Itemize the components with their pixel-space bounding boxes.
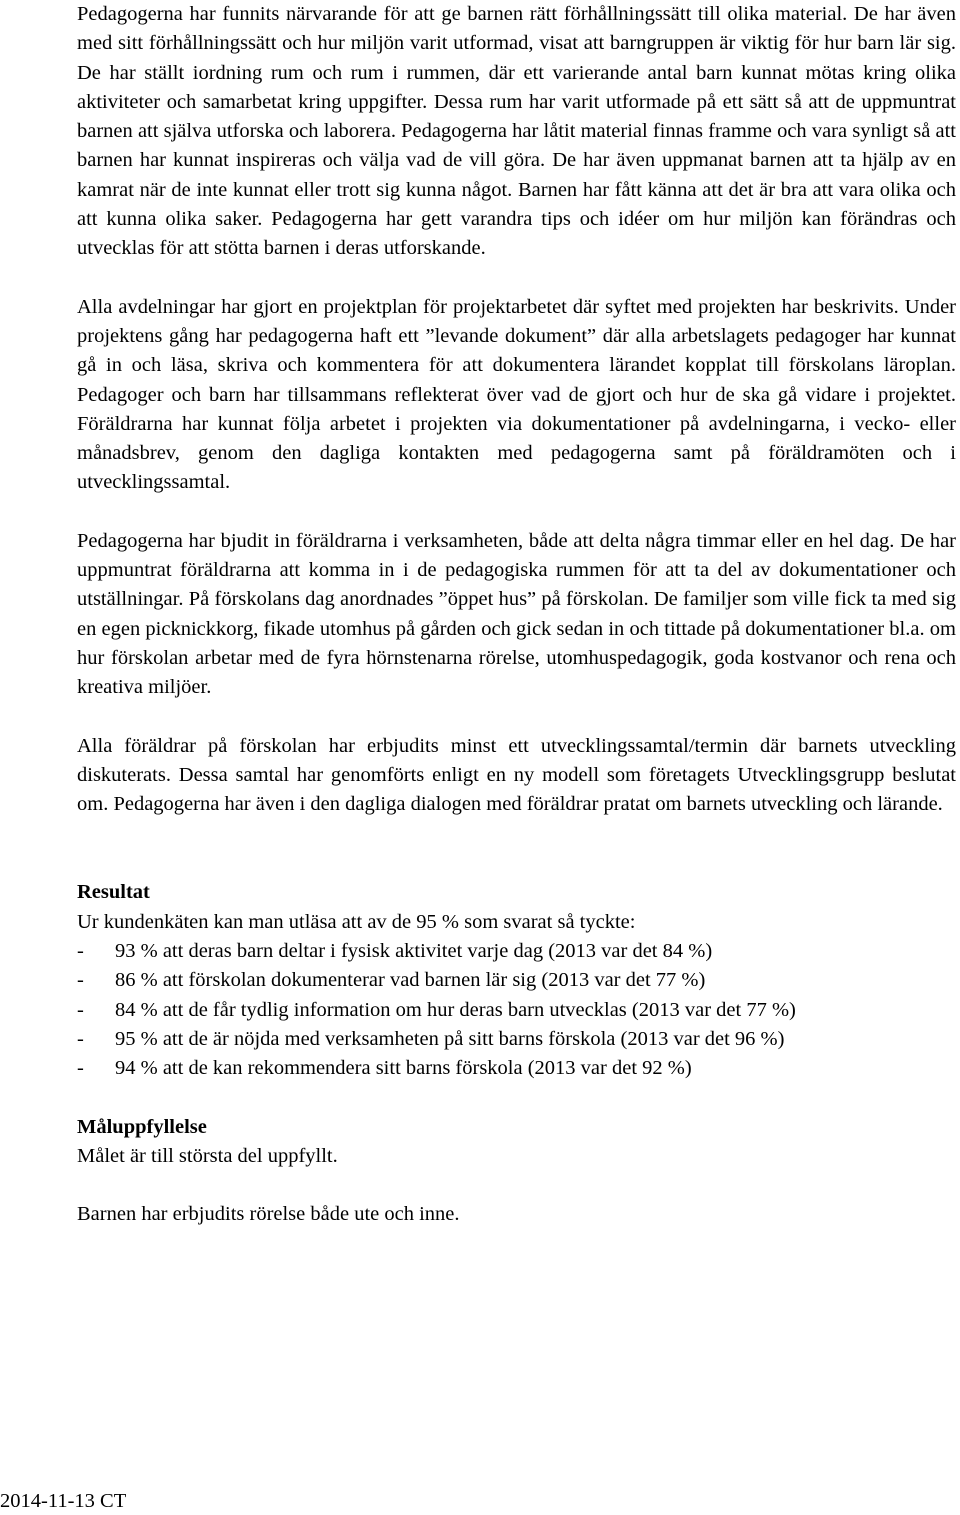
page-footer-date: 2014-11-13 CT bbox=[0, 1490, 127, 1512]
list-item bbox=[77, 937, 956, 966]
resultat-intro: Ur kundenkäten kan man utläsa att av de 95 % som svarat så tyckte: bbox=[77, 910, 636, 933]
dash-bullet: - bbox=[77, 1027, 84, 1050]
paragraph-development-talks: Alla föräldrar på förskolan har erbjudits minst ett utvecklingssamtal/termin där barnets utveckling diskuterats. Dessa samtal har genomförts enligt en ny modell som företagets Utvecklingsgrupp beslutat om. Pedagogerna har även i den dagliga dialogen med föräldrar pratat om barnets utveckling och lärande. bbox=[77, 734, 956, 816]
paragraph-parents-invited: Pedagogerna har bjudit in föräldrarna i verksamheten, både att delta några timmar eller en hel dag. De har uppmuntrat föräldrarna att komma in i de pedagogiska rummen för att ta del av dokumentationer och utställningar. På förskolans dag anordnades ”öppet hus” på förskolan. De familjer som ville fick ta med sig en egen picknickkorg, fikade utomhus på gården och gick sedan in och tittade på dokumentationer bl.a. om hur förskolan arbetar med de fyra hörnstenarna rörelse, utomhuspedagogik, goda kostvanor och rena och kreativa miljöer. bbox=[77, 529, 956, 699]
list-item-text: 93 % att deras barn deltar i fysisk aktivitet varje dag (2013 var det 84 %) bbox=[115, 940, 713, 963]
paragraph-spacer bbox=[77, 264, 956, 293]
paragraph-spacer bbox=[77, 498, 956, 527]
maluppfyllelse-text: Målet är till största del uppfyllt. bbox=[77, 1144, 338, 1167]
resultat-heading: Resultat bbox=[77, 881, 150, 904]
list-item bbox=[77, 1025, 956, 1054]
list-item bbox=[77, 1054, 956, 1083]
list-item bbox=[77, 996, 956, 1025]
maluppfyllelse-section bbox=[77, 1113, 956, 1230]
paragraph-spacer bbox=[77, 703, 956, 732]
paragraph-environment: Pedagogerna har funnits närvarande för att ge barnen rätt förhållningssätt till olika material. De har även med sitt förhållningssätt och hur miljön varit utformad, visat att barngruppen är viktig för hur barn lär sig. De har ställt iordning rum och rum i rummen, där ett varierande antal barn kunnat mötas kring olika aktiviteter och samarbetat kring uppgifter. Dessa rum har varit utformade på ett sätt så att de uppmuntrat barnen att själva utforska och laborera. Pedagogerna har låtit material finnas framme och vara synligt så att barnen har kunnat inspireras och välja vad de vill göra. De har även uppmanat barnen att ta hjälp av en kamrat när de inte kunnat eller trott sig kunna något. Barnen har fått känna att det är bra att vara olika och att kunna olika saker. Pedagogerna har gett varandra tips och idéer om hur miljön kan förändras och utvecklas för att stötta barnen i deras utforskande. bbox=[77, 3, 956, 260]
resultat-list bbox=[77, 937, 956, 1083]
dash-bullet: - bbox=[77, 940, 84, 963]
list-item-text: 84 % att de får tydlig information om hur deras barn utvecklas (2013 var det 77 %) bbox=[115, 998, 796, 1021]
paragraph-project-plan: Alla avdelningar har gjort en projektplan för projektarbetet där syftet med projekten har beskrivits. Under projektens gång har pedagogerna haft ett ”levande dokument” där alla arbetslagets pedagoger har kunnat gå in och läsa, skriva och kommentera för att dokumentera lärandet kopplat till förskolans läroplan. Pedagoger och barn har tillsammans reflekterat över vad de gjort och hur de ska gå vidare i projektet. Föräldrarna har kunnat följa arbetet i projekten via dokumentationer på avdelningarna, i vecko- eller månadsbrev, genom den dagliga kontakten med pedagogerna samt på föräldramöten och i utvecklingssamtal. bbox=[77, 295, 956, 494]
paragraph-spacer bbox=[77, 1171, 956, 1200]
list-item-text: 95 % att de är nöjda med verksamheten på sitt barns förskola (2013 var det 96 %) bbox=[115, 1027, 785, 1050]
list-item bbox=[77, 966, 956, 995]
section-spacer bbox=[77, 819, 956, 878]
dash-bullet: - bbox=[77, 1057, 84, 1080]
list-item-text: 94 % att de kan rekommendera sitt barns förskola (2013 var det 92 %) bbox=[115, 1057, 692, 1080]
dash-bullet: - bbox=[77, 969, 84, 992]
dash-bullet: - bbox=[77, 998, 84, 1021]
resultat-section bbox=[77, 878, 956, 1083]
maluppfyllelse-text-2: Barnen har erbjudits rörelse både ute och inne. bbox=[77, 1203, 460, 1226]
paragraph-spacer bbox=[77, 1084, 956, 1113]
document-page bbox=[77, 0, 956, 1229]
list-item-text: 86 % att förskolan dokumenterar vad barnen lär sig (2013 var det 77 %) bbox=[115, 969, 706, 992]
maluppfyllelse-heading: Måluppfyllelse bbox=[77, 1115, 207, 1138]
